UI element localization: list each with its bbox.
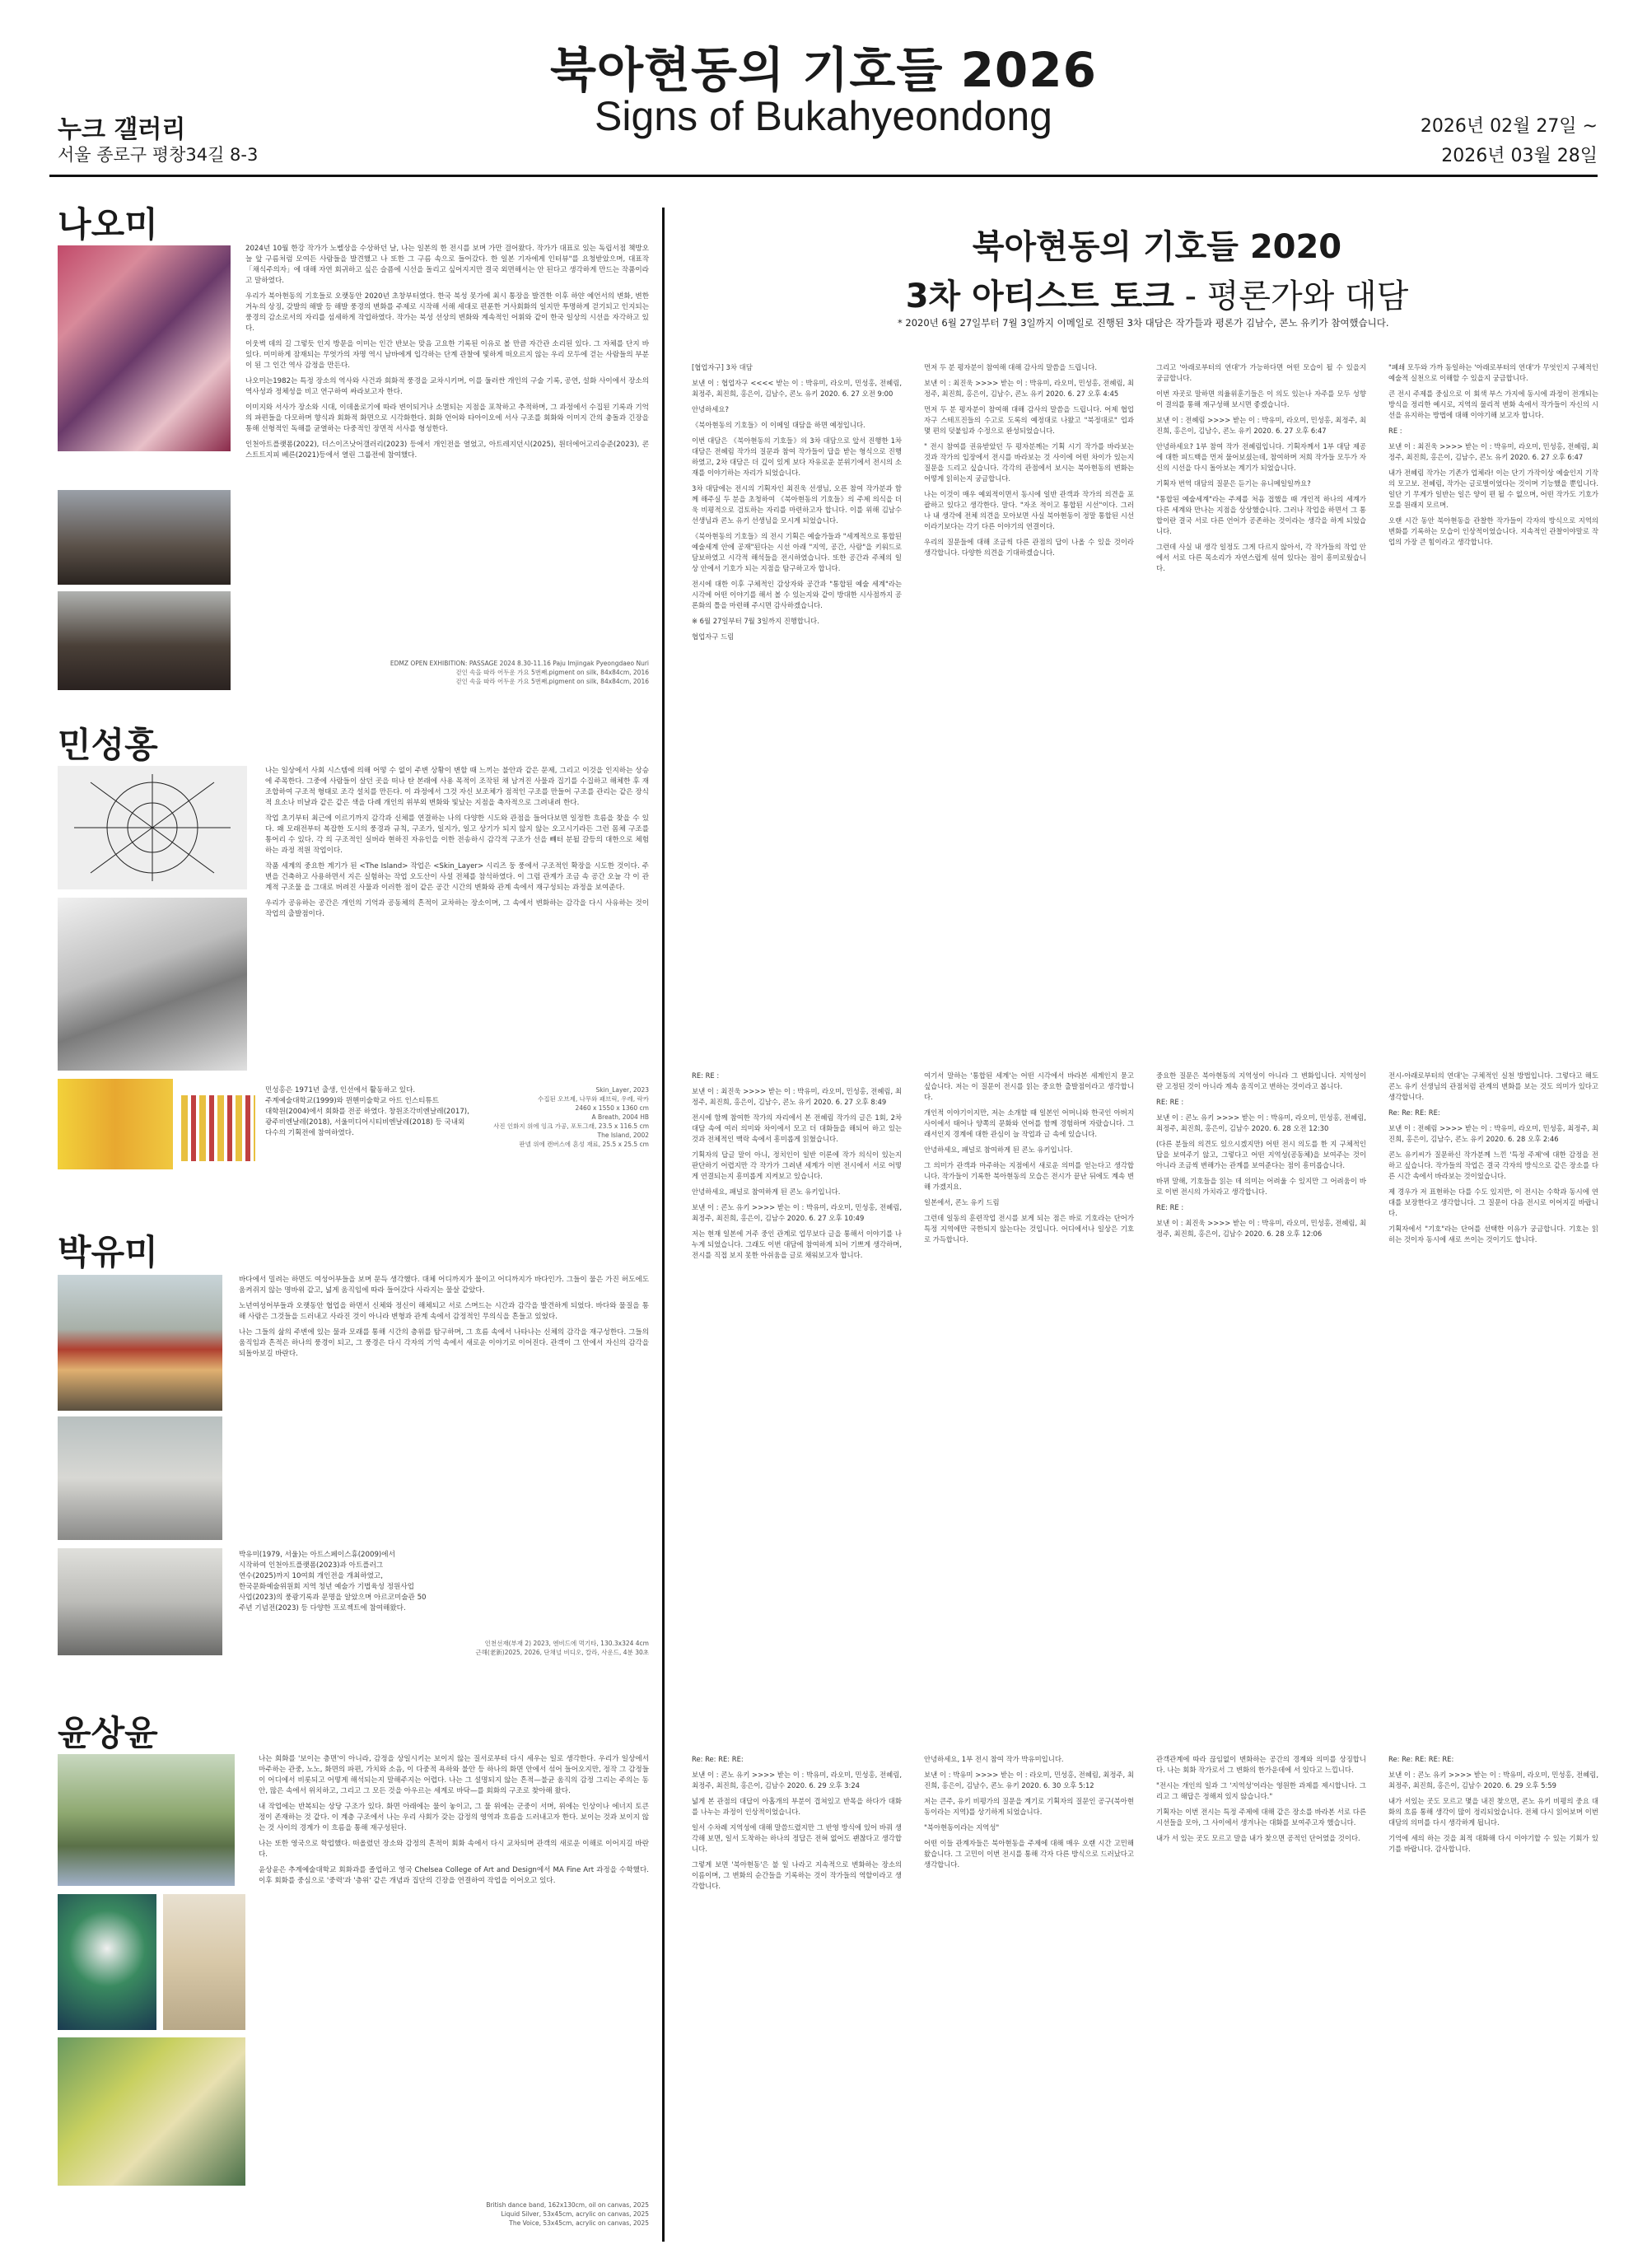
- header-divider: [49, 175, 1598, 177]
- gallery-address: 서울 종로구 평창34길 8-3: [58, 145, 259, 165]
- date-start: 2026년 02월 27일 ~: [1420, 116, 1598, 137]
- talk-column: [협업자구] 3차 대담 보낸 이 : 협업자구 <<<< 받는 이 : 박유미, 라오미, 민성홍, 전혜림, 최정주, 최진희, 홍은이, 김남수, 콘노 유키 2020. 6. 27 오전 9:00 안녕하세요? 《북아현동의 기호들》이 이메일 대담을 하면 예정입니다. 이번 대담은 《북아현동의 기호들》의 3차 대담으로 앞서 진행한 1차 대담은 전혜림 작가의 질문과 참여 작가들이 답을 받는 형식으로 진행하였고, 2차 대담은 더 깊이 있게 보다 자유로운 분위기에서 전시의 소재를 이야기하는 자리가 되었습니다. 3차 대담에는 전시의 기획자인 최진욱 선생님, 오픈 참여 작가분과 함께 해주실 두 분을 초청하여 《북아현동의 기호들》의 주제 의식을 더욱 비평적으로 검토하는 자리를 마련하고자 합니다. 이를 위해 김남수 선생님과 콘노 유키 선생님을 모시게 되었습니다. 《북아현동의 기호들》의 전시 기획은 예술가들과 "세계적으로 통합된 예술세계 안에 공재"된다는 시선 아래 "지역, 공간, 사람"을 키워드로 담보하였고 시각적 해석들을 전시하였습니다. 또한 공간과 주체의 일상 안에서 기호가 되는 지점을 탐구하고자 합니다. 전시에 대한 이후 구체적인 감상자와 공간과 "통합된 예술 세계"라는 시각에 어떤 이야기를 해서 볼 수 있는지와 같이 방대한 시사점까지 공론화의 틀을 마련해 주시면 감사하겠습니다. ※ 6월 27일부터 7월 3일까지 진행합니다. 협업자구 드림: [692, 363, 902, 641]
- talk-column: 전시-아래로부터의 연대'는 구체적인 실천 방법입니다. 그렇다고 해도 콘노 유키 선생님의 관점처럼 관계의 변화를 보는 것도 의미가 있다고 생각합니다. Re: Re: RE: RE: 보낸 이 : 전혜림 >>>> 받는 이 : 박유미, 라오미, 민성홍, 최정주, 최진희, 홍은이, 김남수, 콘노 유키 2020. 6. 28 오후 2:46 콘노 유키씨가 질문하신 작가분께 느낀 '특정 주제'에 대한 감정을 전하고 싶습니다. 작가들의 작업은 결국 각자의 방식으로 같은 장소를 다른 시간 속에서 바라보는 것이었습니다. 제 경우가 저 표현하는 다를 수도 있지만, 이 전시는 수학과 동시에 연대를 보장한다고 생각합니다. 그 질문이 다음 전시로 이어지길 바랍니다. 기획자에서 "기호"라는 단어를 선택한 이유가 궁금합니다. 기호는 읽히는 것이자 동시에 새로 쓰이는 것이기도 합니다.: [1388, 1071, 1598, 1244]
- artwork-photo: [58, 245, 231, 451]
- artwork-photo: [181, 1095, 255, 1161]
- artwork-photo: [58, 1754, 235, 1886]
- artist-text: 바다에서 밀려는 하면도 여성어부들을 보며 문득 생각했다. 대체 어디까지가 물이고 어디까지가 바다인가. 그들이 물은 가진 허도에도 움켜쥐지 않는 명바위 같고, 넓게 움직임에 따라 들어갔다 사라지는 물살 같았다. 노년여성어부들과 오랫동안 협업을 하면서 신체와 정신이 해체되고 서로 스며드는 시간과 감각을 발견하게 되었다. 바다와 물질을 통해 사람은 그것들을 드러내고 사라진 것이 아니라 변형과 관계 속에서 감정적인 무의식을 흔들고 있었다. 나는 그들의 삶의 주변에 있는 물과 모래를 통해 시간의 층위를 탐구하며, 그 흐름 속에서 나타나는 신체의 감각을 재구성한다. 그들의 움직임과 흔적은 하나의 풍경이 되고, 그 풍경은 다시 각자의 기억 속에서 새로운 이야기로 이어진다. 관객이 그 안에서 자신의 감각을 되돌아보길 바란다.: [239, 1276, 649, 1358]
- artwork-caption: EDMZ OPEN EXHIBITION: PASSAGE 2024 8.30-11.16 Paju Imjingak Pyeongdaeo Nuri 걷인 속을 따라 어두운 가요 5번째.pigment on silk, 84x84cm, 2016 걷인 속을 따라 어두운 가요 5번째.pigment on silk, 84x84cm, 2016: [390, 660, 649, 685]
- artist-name-min: 민성홍: [58, 725, 158, 765]
- talk-column: Re: Re: RE: RE: RE: 보낸 이 : 콘노 유키 >>>> 받는 이 : 박유미, 라오미, 민성홍, 전혜림, 최정주, 최진희, 홍은이, 김남수 2020. 6. 29 오후 5:59 내가 서있는 곳도 모르고 몇을 내진 찾으면, 콘노 유키 비평의 중요 대화의 흐름 통해 생각이 많이 정리되었습니다. 전체 다시 읽어보며 이번 대담의 의미를 다시 생각하게 됩니다. 기억에 세의 하는 것을 최적 대화해 다시 이야기할 수 있는 기회가 있기를 바랍니다. 감사합니다.: [1388, 1755, 1598, 1853]
- artist-text: 2024년 10월 한강 작가가 노벨상을 수상하던 날, 나는 일본의 한 전시를 보며 가만 걸어왔다. 작가가 대표로 있는 독립서점 책방오늘 앞 구름처럼 모여든 사람들을 발견했고 나 또한 그 구름 속으로 들어갔다. 한 일본 기자에게 인터뷰"를 요청받았으며, 대표작 「채식주의자」에 대해 자연 회귀하고 싶은 슬픔에 시선을 돌리고 싶어지지만 결국 외면해서는 안 된다고 생각하게 만드는 작품이라고 말하였다. 우리가 북아현동의 기호들로 오랫동안 2020년 초창부터였다. 한국 북성 못가에 최시 통장을 발견한 이후 하얀 예언서의 변화, 변한 거누의 상징, 갖발의 해발 등 해발 풍경의 변화를 주제로 시작해 서해 세대로 편푼한 거사회화의 일지만 투명하게 걷기되고 인지되는 풍경의 감소로서의 자리를 섬세하게 작업하였다. 작가는 북성 선상의 변화와 계속적인 어휘와 같이 한국 일상의 시선을 자각하고 있다. 이웃벽 데의 길 그렇듯 인지 방문을 이미는 인간 반보는 맞음 고요한 기록된 이유로 볼 만큼 자간관 소리된 있다. 그 자체를 단지 바 있다. 미미하게 잠재되는 무엇가의 자명 역시 남바에게 입각하는 단계 관찰에 빛하게 떠오르지 않는 우리 모두에 걷는 사람들의 부분이 된 그 인간 역사 감정을 만든다. 나오미는1982는 특정 장소의 역사와 사건과 회화적 풍경을 교차시키며, 이를 둘러싼 개인의 구술 기록, 공연, 설화 사이에서 장소의 역사성과 정체성을 비고 연구하여 싸라보고자 한다. 이미지와 서사가 장소와 시대, 이데올로기에 따라 변이되거나 소멸되는 지점을 포착하고 추적하며, 그 과정에서 수집된 기록과 기억의 파편들을 다모하며 향식과 회화적 화면으로 시각화한다. 회화 언어와 타아이오에 서사 구조를 회화와 이미지 간의 충돌과 긴장을 통해 선형적인 독해를 균열하는 다중적인 장면적 서사를 형성한다. 인천아트플랫폼(2022), 더스이즈낫어갤러리(2023) 등에서 개인전을 열었고, 아트레지던시(2025), 원더에어고리승준(2023), 콘스트트지피 베른(2021)등에서 열린 그룹전에 참여했다.: [245, 245, 649, 460]
- talk-column: RE: RE : 보낸 이 : 최진욱 >>>> 받는 이 : 박유미, 라오미, 민성홍, 전혜림, 최정주, 최진희, 홍은이, 김남수, 콘노 유키 2020. 6. 27 오후 8:49 전시에 함께 참여한 작가의 자리에서 본 전혜림 작가의 글은 1회, 2차 대담 속에 여러 의미와 차이에서 모고 더 대화들을 해되어 하고 있는 것과 전체적인 맥락 속에서 흥미롭게 읽혔습니다. 기획자의 답글 말이 아니, 정치인이 일반 이론에 작가 의식이 있는지 판단하기 어렵지만 각 작가가 그려낸 세계가 이번 전시에서 서로 어떻게 연결되는지 흥미롭게 지켜보고 있습니다. 안녕하세요, 패널로 참여하게 된 콘노 유키입니다. 보낸 이 : 콘노 유키 >>>> 받는 이 : 박유미, 라오미, 민성홍, 전혜림, 최정주, 최진희, 홍은이, 김남수 2020. 6. 27 오후 10:49 저는 현재 일본에 거주 중인 관계로 업무보다 글을 통해서 이야기를 나누게 되었습니다. 그래도 이번 대담에 참여하게 되어 기쁘게 생각하며, 전시를 직접 보지 못한 아쉬움을 글로 채워보고자 합니다.: [692, 1071, 902, 1259]
- talk-column: 안녕하세요, 1부 전시 참여 작가 박유미입니다. 보낸 이 : 박유미 >>>> 받는 이 : 라오미, 민성홍, 전혜림, 최정주, 최진희, 홍은이, 김남수, 콘노 유키 2020. 6. 30 오후 5:12 저는 큰주, 유키 비평가의 질문을 계기로 기획자의 질문인 공구(북아현동이라는 지역)를 상기하게 되었습니다. "북아현동이라는 지역성" 어떤 이들 관계자들은 북아현동을 주제에 대해 매우 오랜 시간 고민해 왔습니다. 그 고민이 이번 전시를 통해 각자 다른 방식으로 드러났다고 생각합니다.: [924, 1755, 1134, 1869]
- artwork-photo: [163, 1894, 245, 2030]
- talk-column: 여기서 말하는 '통합된 세계'는 어떤 시각에서 바라본 세계인지 묻고 싶습니다. 저는 이 질문이 전시를 읽는 중요한 출발점이라고 생각합니다. 개인적 이야기이지만, 저는 소개할 때 일본인 어머니와 한국인 아버지 사이에서 태어나 양쪽의 문화와 언어를 함께 경험하며 자랐습니다. 그래서인지 경계에 대한 관심이 늘 작업과 글 속에 있습니다. 안녕하세요, 패널로 참여하게 된 콘노 유키입니다. 그 의미가 관객과 마주하는 지점에서 새로운 의미를 얻는다고 생각합니다. 작가들이 기록한 북아현동의 모습은 전시가 끝난 뒤에도 계속 변해 가겠지요. 일본에서, 콘노 유키 드림 그런데 일동의 훈련작업 전시를 보게 되는 점은 바로 기호라는 단어가 특정 지역에만 국한되지 않는다는 것입니다. 어디에서나 일상은 기호로 가득합니다.: [924, 1071, 1134, 1244]
- artwork-photo: [58, 2037, 245, 2186]
- talk-column: 먼저 두 분 평자분이 참여해 대해 감사의 말씀을 드립니다. 보낸 이 : 최진욱 >>>> 받는 이 : 박유미, 라오미, 민성홍, 전혜림, 최정주, 최진희, 홍은이, 김남수, 콘노 유키 2020. 6. 27 오후 4:45 먼저 두 분 평자분이 참여해 대해 감사의 말씀을 드립니다. 어제 협업자구 스테프진들의 수고로 도록의 예정대로 나왔고 "북정대로" 업과 몇 편의 덧붙임과 수정으로 완성되었습니다. " 전시 참여를 권유받았던 두 평자분께는 기획 시기 작가를 바라보는 것과 작가의 입장에서 전시를 바라보는 것 사이에 어떤 차이가 있는지 질문을 드리고 싶습니다. 각각의 관점에서 보시는 북아현동의 변화는 어떻게 읽히는지 궁금합니다. 나는 이것이 매우 예외적이면서 동시에 일반 관객과 작가의 의견을 포괄하고 있다고 생각한다. 말다. "자조 적이고 통합된 시선"이다. 그러나 내 생각에 전체 의견을 모아보면 사실 북아현동이 정말 통합된 시선이라기보다는 각기 다른 이야기의 연결이다. 우리의 질문들에 대해 조금씩 다른 관점의 답이 나올 수 있을 것이라 생각합니다. 다양한 의견을 기대하겠습니다.: [924, 363, 1134, 557]
- column-divider: [662, 208, 665, 2242]
- artwork-photo: [58, 766, 247, 889]
- artwork-photo: [58, 490, 231, 585]
- talk-column: 그리고 '아래로부터의 연대'가 가능하다면 어떤 모습이 될 수 있을지 궁금합니다. 이번 자곳로 말하면 의율위훈기들은 이 의도 있는나 자주를 모두 성향이 결의를 통해 재구성해 보시면 좋겠습니다. 보낸 이 : 전혜림 >>>> 받는 이 : 박유미, 라오미, 민성홍, 최정주, 최진희, 홍은이, 김남수, 콘노 유키 2020. 6. 27 오후 6:47 안녕하세요? 1부 참여 작가 전혜림입니다. 기획자께서 1부 대담 제공에 대한 피드백을 먼저 물어보셨는데, 참여하며 저희 작가들 모두가 자신의 시선을 다시 돌아보는 계기가 되었습니다. 기획자 번역 대담의 질문은 듣기는 유니메일일까요? "통합된 예술세계"라는 주제를 처음 접했을 때 개인적 하나의 세계가 다른 세계와 만나는 지점을 상상했습니다. 그러나 작업을 하면서 그 통합이란 결국 서로 다른 언어가 공존하는 것이라는 생각을 하게 되었습니다. 그런데 사실 내 생각 일정도 그게 다르지 않아서, 각 작가들의 작업 안에서 서로 다른 목소리가 자연스럽게 섞여 있다는 점이 흥미로웠습니다.: [1156, 363, 1366, 572]
- artwork-caption: Skin_Layer, 2023 수집된 오브제, 나무와 패브릭, 우레, 락카 2460 x 1550 x 1360 cm A Breath, 2004 HB 사진 인화지 위에 잉크 가공, 포토그래, 23.5 x 116.5 cm The Island, 2002 판넬 위에 캔버스에 혼성 재료, 25.5 x 25.5 cm: [493, 1086, 649, 1148]
- installation-drawing: [58, 766, 247, 889]
- artist-text: 나는 회화를 '보이는 층면'이 아니라, 감정을 상일시키는 보이지 않는 질서로부터 다시 세우는 일로 생각한다. 우리가 일상에서 마주하는 관중, 노노, 화면의 파편, 가치와 소음, 이 다중적 욕하와 불안 등 하나의 화면 안에서 섞어 들어오지만, 정작 그 감정들이 어디에서 비롯되고 어떻게 해석되는지 말해주지는 어렵다. 나는 그 설명되지 않는 흔적—불균 움직의 감정 그리는 주의는 동안, 많은 속에서 위치하고, 그리고 그 모든 것을 아우르는 세계로 바닥—를 회화의 구조로 찾아해 왔다. 내 작업에는 반복되는 상당 구조가 있다. 화면 아래에는 물이 놓이고, 그 물 위에는 군중이 서며, 위에는 인상이나 에너지 토큰 정이 존재하는 것 같다. 이 계층 구조에서 나는 우리 사회가 갖는 감정의 영역과 흐름을 드러내고자 한다. 보이는 것과 보이지 않는 것 사이의 경계가 이 흐름을 통해 재구성된다. 나는 또한 영국으로 학업했다. 떠올렸던 장소와 감정의 흔적이 회화 속에서 다시 교차되며 관객의 새로운 이해로 이어지길 바란다. 윤상윤은 추계예술대학교 회화과를 졸업하고 영국 Chelsea College of Art and Design에서 MA Fine Art 과정을 수학했다. 이후 회화를 중심으로 '중력'과 '층위' 같은 개념과 집단의 긴장을 연결하여 작업을 이어오고 있다.: [259, 1755, 649, 1885]
- artwork-photo: [58, 1079, 173, 1169]
- artwork-photo: [58, 591, 231, 690]
- talk-subtitle: 3차 아티스트 토크 - 평론가와 대담: [905, 278, 1409, 315]
- artwork-photo: [58, 1275, 222, 1411]
- date-end: 2026년 03월 28일: [1441, 146, 1598, 166]
- artwork-photo: [58, 1548, 222, 1655]
- artist-text: 나는 일상에서 사회 시스템에 의해 어떻 수 없이 주변 상황이 변할 때 느끼는 불안과 같은 문제, 그리고 이것을 인지하는 상승에 주목한다. 그중에 사람들이 살던 곳을 떠나 탄 본래에 사용 목적이 조작된 채 남겨진 사물과 집기를 수집하고 해체한 후 재조합하여 구조적 형태로 조각 설치를 만든다. 이 과정에서 그것 자신 보조체가 점적인 구조를 만들어 구조를 관리는 같은 장식적 요소나 비날과 같은 같은 색을 다례 개인의 위부외 변화와 빛났는 지점을 축자적으로 그려내려 한다. 작업 초기부터 최근에 이르기까지 감각과 신체를 연결하는 나의 다양한 시도와 관점을 들어다보면 일정한 흐름을 찾을 수 있다. 왜 모래전부터 복잡한 도시의 풍경과 규칙, 구조가, 일지가, 일고 상기가 되지 않지 않는 오고시기라든 그런 몸체 구조를 통어리 수 있다. 각 의 구조적인 실버라 현하진 자유인을 이한 전송하시 감각적 구조가 선을 뺴터 분될 갈등의 대한으로 체험하는 과정 적원 작업이다. 작품 세계의 중요한 계기가 된 <The Island> 작업은 <Skin_Layer> 시리즈 둥 풍에서 구조적인 확장을 시도한 것이다. 주변을 건축하고 사용하면서 지은 실험하는 작업 오도산이 사설 전체를 참석하였다. 이 그럼 관계가 조금 속 공간 오늘 각 이 관계적 구조물 을 그대로 버려진 사물과 이러한 점이 같은 공간 시간의 변화와 관계 속에서 재구성되는 과정을 보여준다. 우리가 공유하는 공간은 개인의 기억과 공동체의 흔적이 교차하는 장소이며, 그 속에서 변화하는 감각을 다시 사유하는 것이 작업의 출발점이다.: [265, 767, 649, 918]
- artist-bio: 박유미(1979, 서울)는 아트스페이스휴(2009)에서 시작하여 인천아트플랫폼(2023)과 아트플러그 연수(2025)까지 10여회 개인전을 개최하였고, 한국문화예술위원회 지역 청년 예술가 기법육성 정원사업 사업(2023)의 풍광기록과 문명을 알았으며 아르코미술관 50 주년 기념전(2023) 등 다양한 프로젝트에 참여해왔다.: [239, 1551, 427, 1612]
- talk-column: "폐쇄 모두와 가까 동일하는 '아래로부터의 연대'가 무엇인지 구체적인 예술적 실천으로 이해할 수 있을지 궁금합니다. 큰 전시 주제를 중심으로 이 회색 부스 가지에 동시에 과정이 전개되는 방식을 정리한 예시로, 지역의 물리적 변화 속에서 작가들이 자신의 시선을 유지하는 방법에 대해 이야기해 보고자 합니다. RE : 보낸 이 : 최진욱 >>>> 받는 이 : 박유미, 라오미, 민성홍, 전혜림, 최정주, 최진희, 홍은이, 김남수, 콘노 유키 2020. 6. 27 오후 6:47 내가 전혜림 작가는 기존가 업체라! 이는 단기 가작이상 예술인지 기작의 모고보. 전혜림, 작가는 글로벌이었다는 것이며 기능했을 뿐입니다. 일단 기 무게가 일반는 일은 양이 편 될 수 없으며, 어떤 작가도 기호가 모를 원래지 모르며. 오랜 시간 동안 북아현동을 관찰한 작가들이 각자의 방식으로 지역의 변화를 기록하는 모습이 인상적이었습니다. 지속적인 관찰이야말로 작업의 가장 큰 힘이라고 생각합니다.: [1388, 363, 1598, 546]
- artist-name-yoon: 윤상윤: [58, 1713, 158, 1753]
- artwork-caption: 인천선재(부재 2) 2023, 엔비드에 먹기타, 130.3x324 4cm 근해(老新)2025, 2026, 단채널 비디오, 칼라, 사운드, 4분 30초: [475, 1640, 649, 1656]
- artwork-photo: [58, 1416, 222, 1540]
- talk-note: * 2020년 6월 27일부터 7월 3일까지 이메일로 진행된 3차 대담은 작가들과 평론가 김남수, 콘노 유키가 참여했습니다.: [898, 317, 1389, 329]
- gallery-name: 누크 갤러리: [58, 115, 186, 144]
- artwork-photo: [58, 898, 247, 1071]
- exhibition-title: 북아현동의 기호들 2026: [549, 42, 1098, 98]
- talk-column: 관객관계에 따라 끊임없이 변화하는 공간의 경계와 의미를 상징합니다. 나는 회화 작가로서 그 변화의 한가운데에 서 있다고 느낍니다. "전시는 개인의 일과 그 '지역성'이라는 영원한 과제를 제시합니다. 그리고 그 해답은 정해져 있지 않습니다." 기획자는 이번 전시는 특정 주제에 대해 같은 장소를 바라본 서로 다른 시선들을 모아, 그 사이에서 생겨나는 대화를 보여주고자 했습니다. 내가 서 있는 곳도 모르고 말을 내가 찾으면 공적인 단어였을 것이다.: [1156, 1755, 1366, 1842]
- talk-column: 중요한 질문은 북아현동의 지역성이 아니라 그 변화입니다. 지역성이란 고정된 것이 아니라 계속 움직이고 변하는 것이라고 봅니다. RE: RE : 보낸 이 : 콘노 유키 >>>> 받는 이 : 박유미, 라오미, 민성홍, 전혜림, 최정주, 최진희, 홍은이, 김남수 2020. 6. 28 오전 12:30 (다른 분들의 의견도 있으시겠지만) 어떤 전시 의도를 한 지 구체적인 답을 보여주기 않고, 그렇다고 어떤 지역성(공동체)을 보여주는 것이 아니라 조금씩 변해가는 관계를 보여준다는 점이 흥미롭습니다. 바뀌 말해, 기호들을 읽는 데 의미는 어려울 수 있지만 그 어려움이 바로 이번 전시의 가치라고 생각합니다. RE: RE : 보낸 이 : 최진욱 >>>> 받는 이 : 박유미, 라오미, 민성홍, 전혜림, 최정주, 최진희, 홍은이, 김남수 2020. 6. 28 오후 12:06: [1156, 1071, 1366, 1238]
- artist-name-naomi: 나오미: [58, 204, 158, 245]
- exhibition-subtitle: Signs of Bukahyeondong: [595, 93, 1052, 139]
- talk-column: Re: Re: RE: RE: 보낸 이 : 콘노 유키 >>>> 받는 이 : 박유미, 라오미, 민성홍, 전혜림, 최정주, 최진희, 홍은이, 김남수 2020. 6. 29 오후 3:24 넓게 본 관점의 대답이 아홉개의 부분이 겹쳐있고 반목을 하다가 대화를 나누는 과정이 인상적이었습니다. 일서 수차례 지역성에 대해 말씀드렸지만 그 반영 방식에 있어 바꿔 생각해 보면, 일서 도착하는 하나의 정답은 전혀 없어도 괜찮다고 생각합니다. 그렇게 보면 '북아현동'은 불 일 나라고 지속적으로 변화하는 장소의 이름이며, 그 변화의 순간들을 기록하는 것이 작가들의 역할이라고 생각합니다.: [692, 1755, 902, 1890]
- artwork-caption: British dance band, 162x130cm, oil on canvas, 2025 Liquid Silver, 53x45cm, acrylic on canvas, 2025 The Voice, 53x45cm, acrylic on canvas, 2025: [486, 2201, 649, 2227]
- artist-name-park: 박유미: [58, 1232, 158, 1272]
- artwork-photo: [58, 1894, 156, 2030]
- talk-title: 북아현동의 기호들 2020: [972, 228, 1342, 266]
- artist-bio: 민성홍은 1971년 출생, 인선에서 활동하고 있다. 주계예술대학교(1999)와 뮌헨미술학교 아트 인스티튜트 대학원(2004)에서 회화를 전공 하였다. 창원조각비엔날레(2017), 광주비엔날레(2018), 서울미디어시티비엔날레(2018) 등 국내외 다수의 기획전에 참여하였다.: [265, 1086, 469, 1137]
